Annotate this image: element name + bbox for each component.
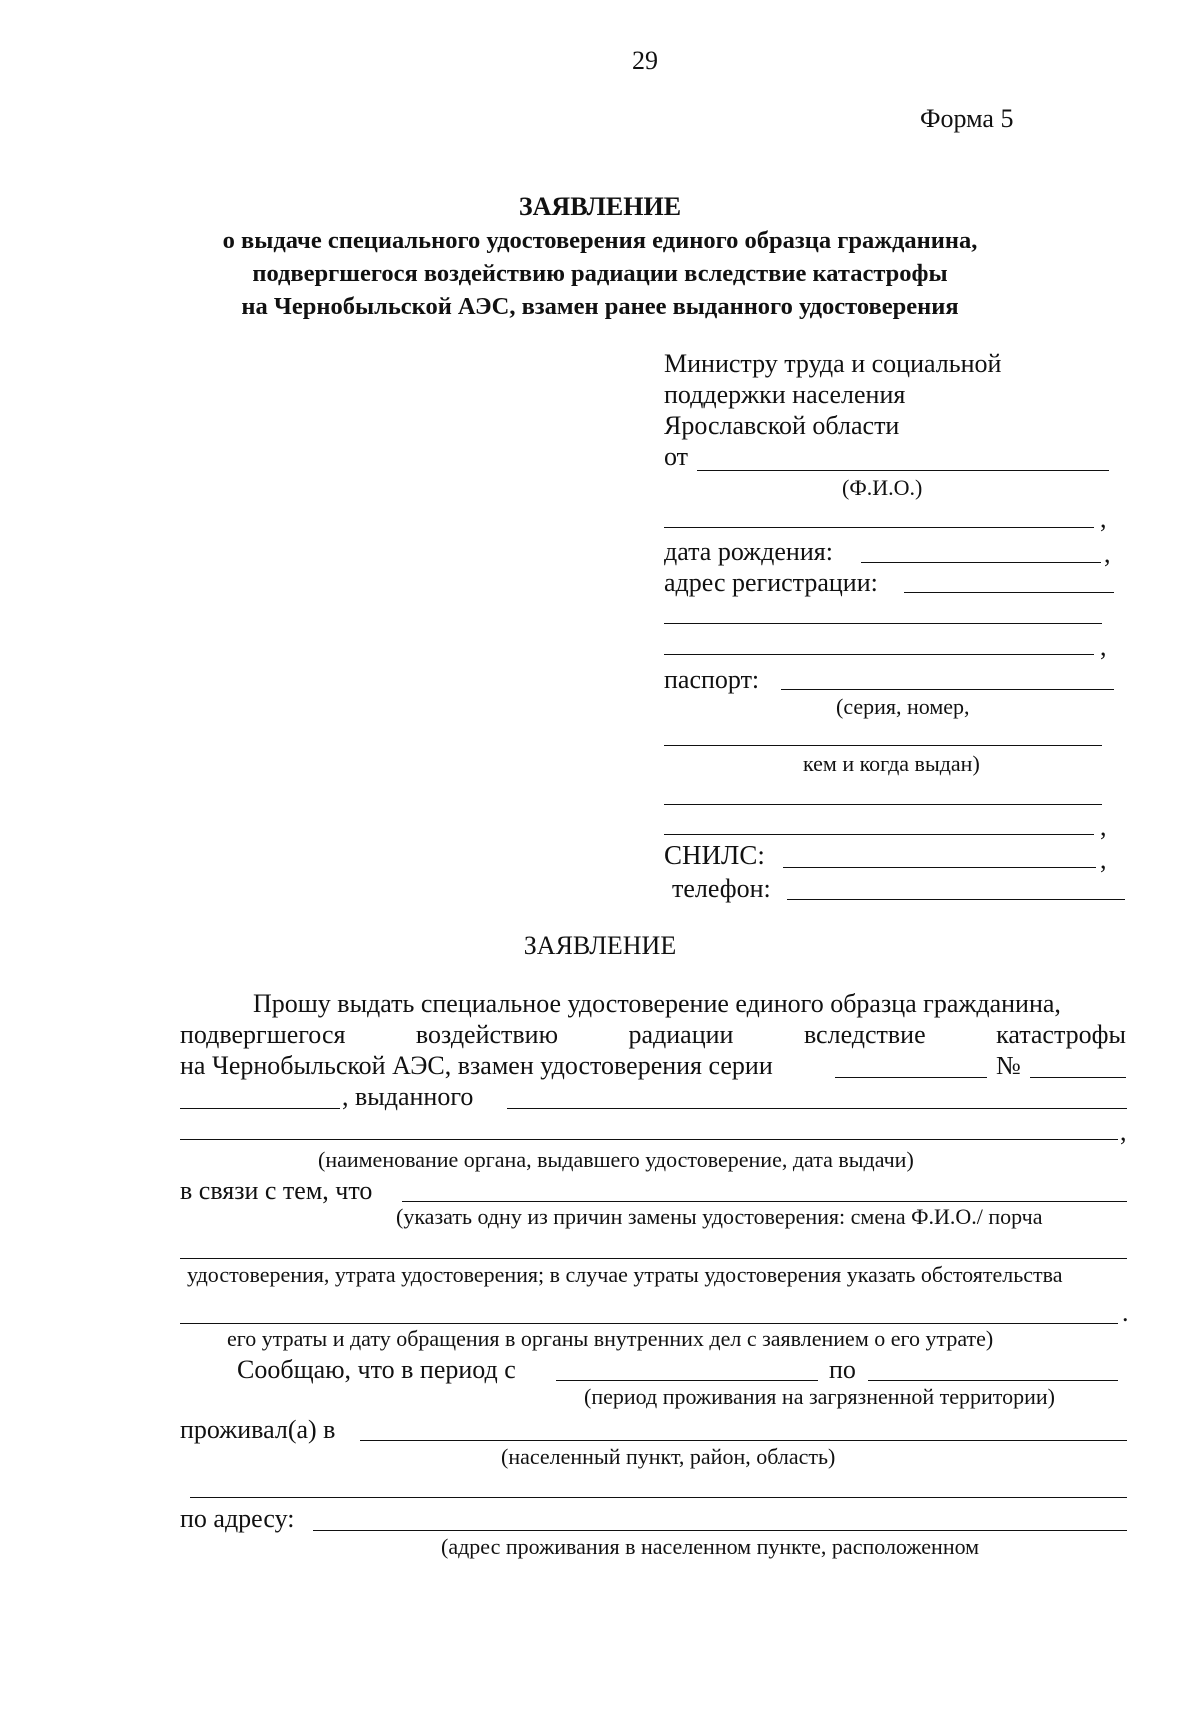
body-paragraph-line2	[180, 1020, 1126, 1050]
number-sign: №	[996, 1051, 1021, 1080]
title-subtitle-line1: о выдаче специального удостоверения единого образца гражданина,	[222, 227, 978, 254]
reason-field[interactable]	[402, 1201, 1127, 1202]
addressee-line2: поддержки населения	[664, 380, 906, 409]
page-title: ЗАЯВЛЕНИЕ	[518, 192, 682, 221]
issuer-field[interactable]	[507, 1108, 1127, 1109]
addressee-line1: Министру труда и социальной	[664, 349, 1002, 378]
fio-hint: (Ф.И.О.)	[842, 475, 923, 500]
from-label: от	[664, 442, 689, 471]
title-subtitle-line3: на Чернобыльской АЭС, взамен ранее выданного удостоверения	[241, 293, 959, 320]
comma: ,	[1104, 539, 1111, 568]
body-word: вследствие	[803, 1020, 926, 1049]
comma: ,	[1100, 812, 1107, 841]
birth-date-label: дата рождения:	[664, 537, 833, 566]
registration-field-line2[interactable]	[664, 623, 1102, 624]
reason-field-line3[interactable]	[180, 1323, 1118, 1324]
lived-label: проживал(а) в	[180, 1415, 336, 1444]
registration-label: адрес регистрации:	[664, 568, 878, 597]
form-label: Форма 5	[920, 104, 1014, 133]
addressee-line3: Ярославской области	[664, 411, 900, 440]
lived-place-field-line2[interactable]	[190, 1497, 1127, 1498]
body-paragraph-line1: Прошу выдать специальное удостоверение единого образца гражданина,	[253, 989, 1061, 1018]
body-word: подвергшегося	[180, 1020, 346, 1049]
snils-field[interactable]	[783, 867, 1096, 868]
body-heading: ЗАЯВЛЕНИЕ	[523, 931, 677, 960]
phone-label: телефон:	[672, 874, 771, 903]
reason-label: в связи с тем, что	[180, 1176, 373, 1205]
comma: ,	[1120, 1117, 1127, 1146]
period-to-field[interactable]	[868, 1380, 1118, 1381]
passport-hint-2: кем и когда выдан)	[803, 751, 980, 776]
passport-hint-1: (серия, номер,	[836, 694, 970, 719]
registration-field-line3[interactable]	[664, 654, 1094, 655]
period-from-field[interactable]	[556, 1380, 818, 1381]
reason-field-line2[interactable]	[180, 1258, 1127, 1259]
issuer-hint: (наименование органа, выдавшего удостоверение, дата выдачи)	[318, 1147, 914, 1172]
period-hint: (период проживания на загрязненной территории)	[584, 1384, 1055, 1409]
lived-place-field[interactable]	[360, 1440, 1127, 1441]
body-word: радиации	[628, 1020, 734, 1049]
reason-hint-3: его утраты и дату обращения в органы внутренних дел с заявлением о его утрате)	[227, 1326, 994, 1351]
certificate-number-field-continued[interactable]	[180, 1108, 340, 1109]
certificate-number-field[interactable]	[1030, 1077, 1126, 1078]
passport-label: паспорт:	[664, 665, 760, 694]
reason-hint-1: (указать одну из причин замены удостоверения: смена Ф.И.О./ порча	[396, 1204, 1043, 1229]
issuer-field-line2[interactable]	[180, 1139, 1118, 1140]
passport-field-line2[interactable]	[664, 745, 1102, 746]
certificate-series-field[interactable]	[835, 1077, 987, 1078]
reason-hint-2: удостоверения, утрата удостоверения; в случае утраты удостоверения указать обстоятельства	[187, 1262, 1063, 1287]
address-hint: (адрес проживания в населенном пункте, расположенном	[441, 1534, 980, 1559]
address-label: по адресу:	[180, 1504, 295, 1533]
page-number: 29	[632, 46, 658, 75]
comma: ,	[1100, 632, 1107, 661]
lived-hint: (населенный пункт, район, область)	[501, 1444, 836, 1469]
issued-label: , выданного	[342, 1082, 474, 1111]
body-word: воздействию	[415, 1020, 559, 1049]
fio-field-continued[interactable]	[664, 527, 1094, 528]
body-word: катастрофы	[996, 1020, 1126, 1049]
period-to-label: по	[829, 1355, 856, 1384]
passport-field-line3[interactable]	[664, 804, 1102, 805]
comma: ,	[1100, 504, 1107, 533]
comma: ,	[1100, 845, 1107, 874]
passport-field[interactable]	[781, 689, 1114, 690]
period-label: Сообщаю, что в период с	[237, 1355, 516, 1384]
fio-field[interactable]	[697, 470, 1109, 471]
registration-field[interactable]	[904, 592, 1114, 593]
title-subtitle-line2: подвергшегося воздействию радиации вследствие катастрофы	[252, 260, 948, 287]
birth-date-field[interactable]	[861, 562, 1101, 563]
passport-field-line4[interactable]	[664, 834, 1094, 835]
snils-label: СНИЛС:	[664, 840, 765, 870]
period-mark: .	[1122, 1298, 1129, 1327]
body-paragraph-line3: на Чернобыльской АЭС, взамен удостоверения серии	[180, 1051, 773, 1080]
address-field[interactable]	[313, 1530, 1127, 1531]
phone-field[interactable]	[787, 899, 1125, 900]
